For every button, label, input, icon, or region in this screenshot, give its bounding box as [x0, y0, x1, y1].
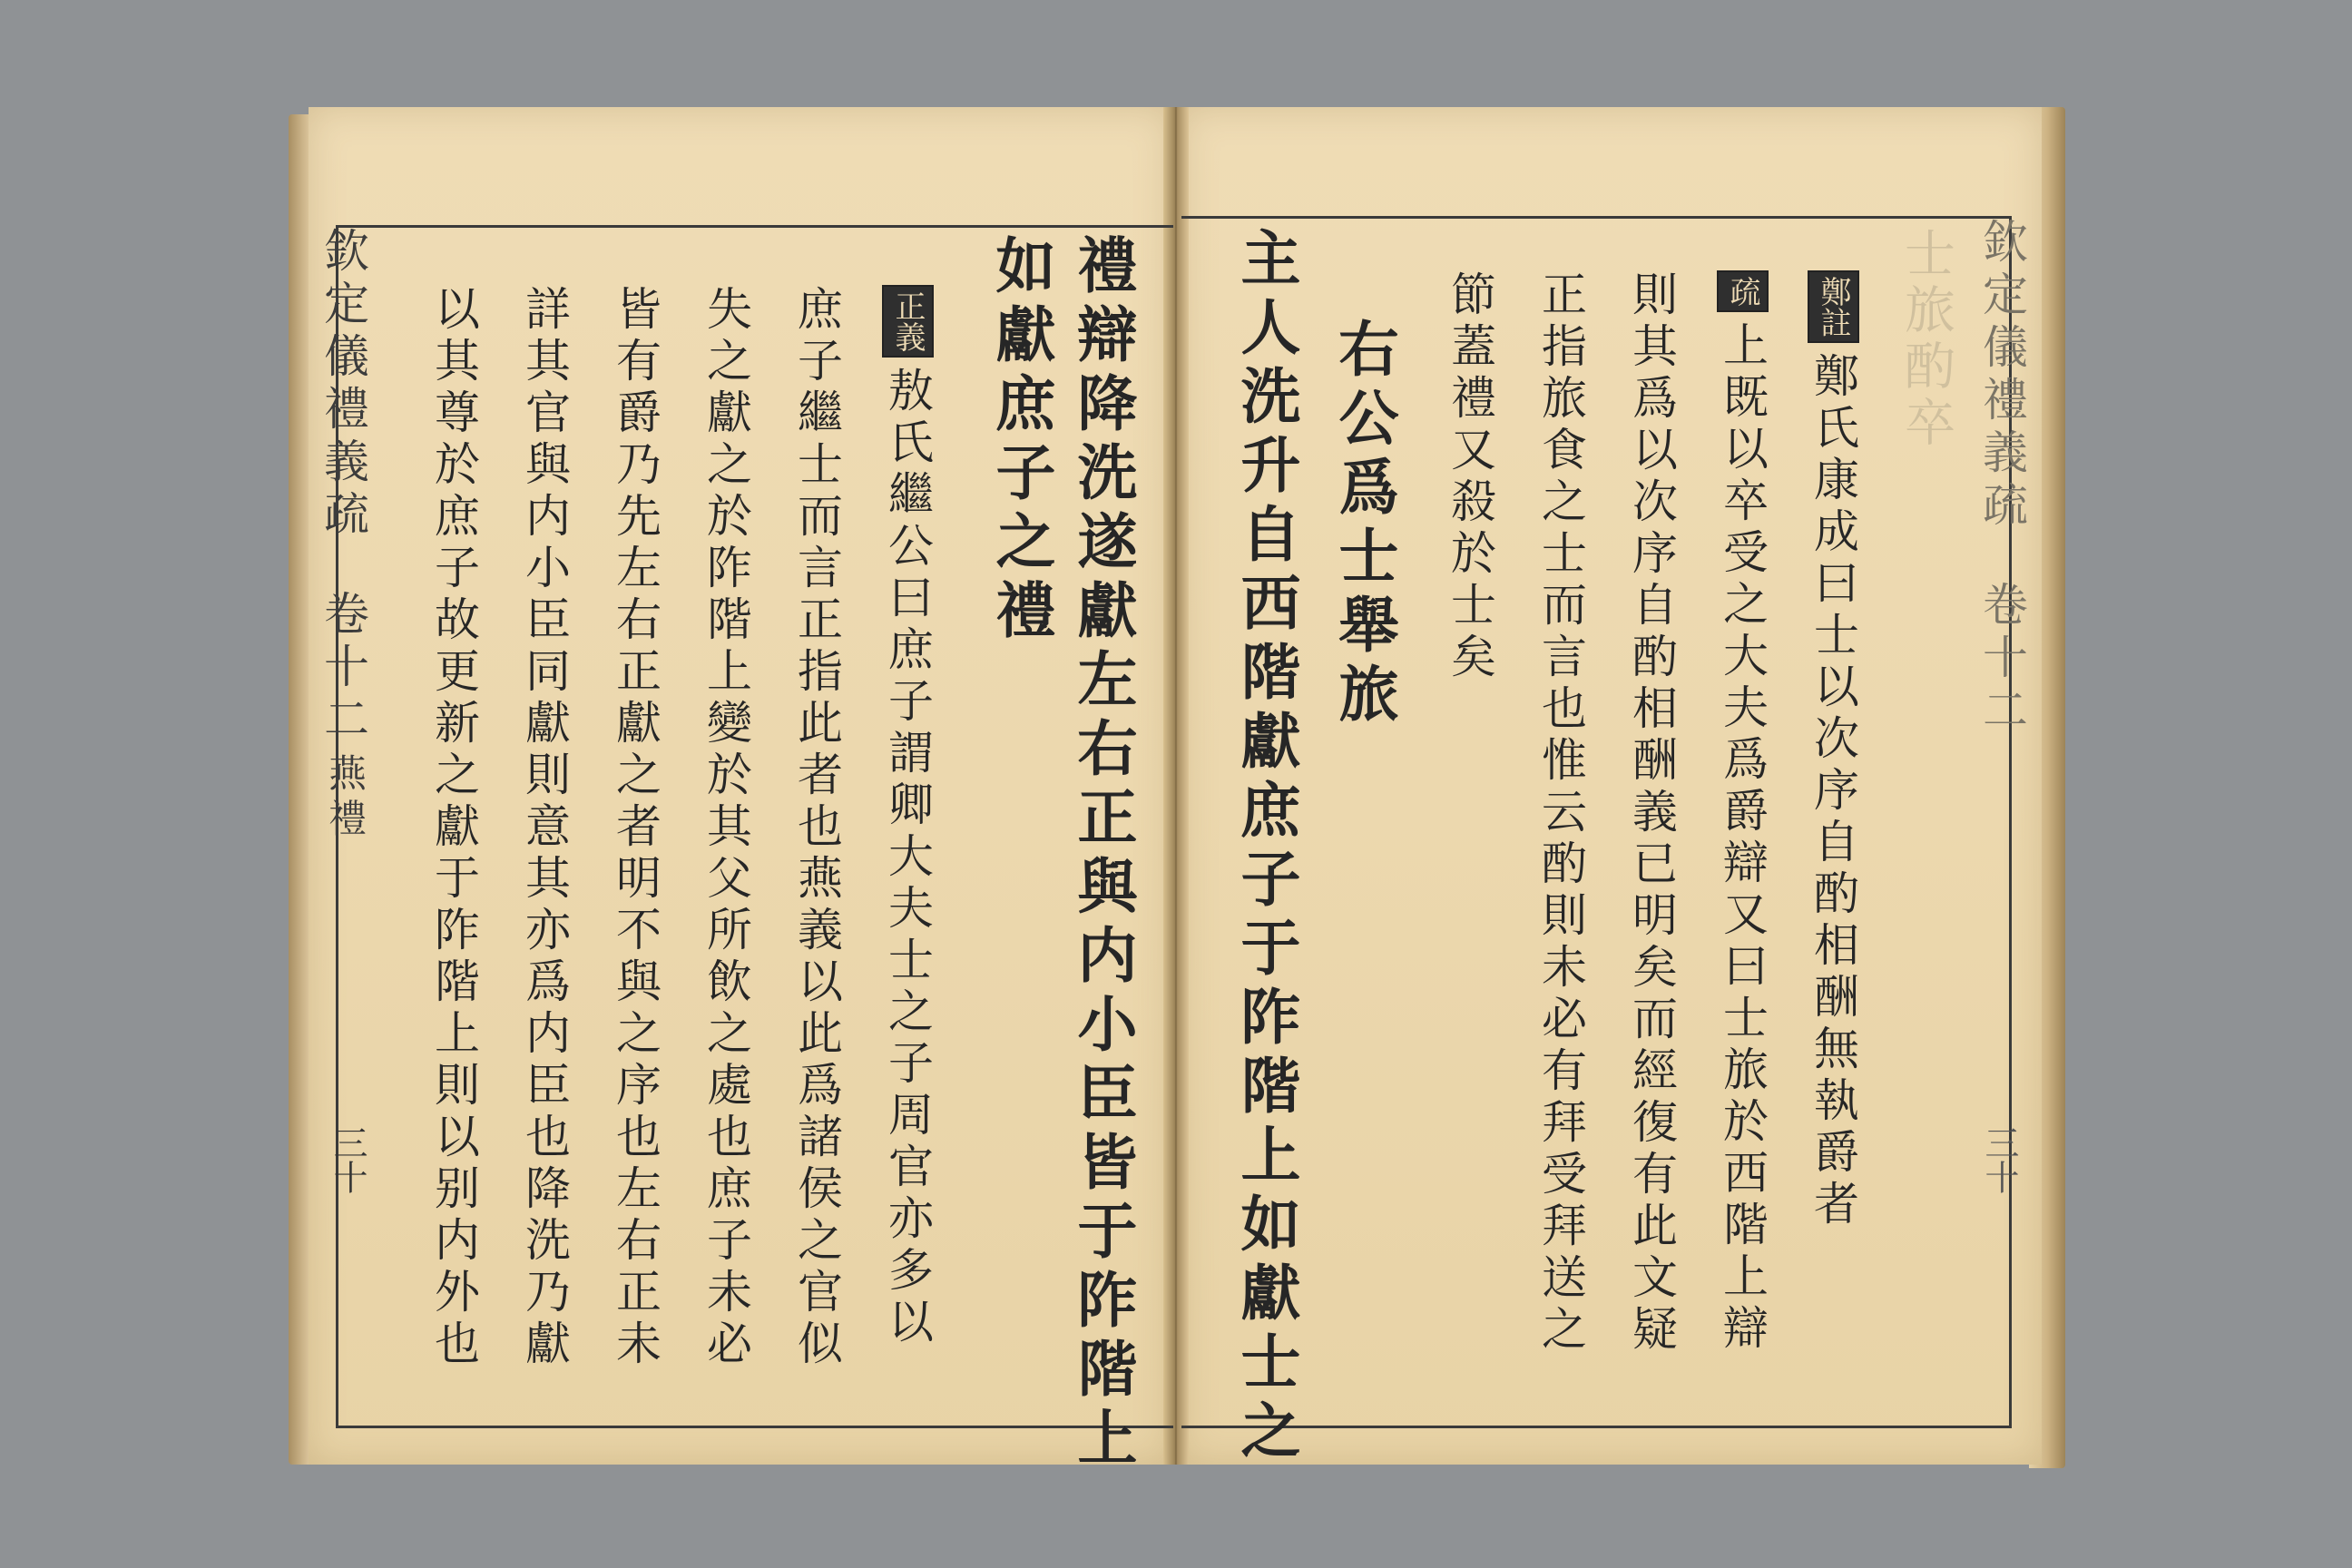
zheng-zhu-label: 鄭註	[1808, 270, 1859, 343]
left-page-number: 三十	[328, 1125, 368, 1194]
right-page-number: 三十	[1979, 1125, 2019, 1194]
left-col-3: 正義敖氏繼公曰庶子謂卿大夫士之子周官亦多以	[875, 285, 940, 1349]
right-col-5: 正指旅食之士而言也惟云酌則未必有拜受拜送之	[1534, 270, 1587, 1357]
right-col-7: 右公爲士舉旅	[1328, 318, 1399, 731]
shu-label: 疏	[1717, 270, 1769, 312]
right-col-1: 士旅酌卒	[1896, 227, 1955, 452]
left-col-6: 皆有爵乃先左右正獻之者明不與之序也左右正未	[609, 285, 662, 1371]
left-col-1: 禮辯降洗遂獻左右正與内小臣皆于阼階上	[1067, 234, 1138, 1475]
right-col-6: 節蓋禮又殺於士矣	[1444, 270, 1496, 684]
left-col-5: 失之獻之於阼階上變於其父所飲之處也庶子未必	[700, 285, 752, 1371]
right-col-2: 鄭註鄭氏康成曰士以次序自酌相酬無執爵者	[1800, 270, 1866, 1231]
left-margin-section: 燕禮	[323, 753, 368, 844]
right-margin-volume: 卷十二	[1975, 581, 2028, 739]
left-margin-volume: 卷十二	[317, 590, 369, 748]
left-margin-title: 欽定儀禮義疏	[317, 227, 369, 543]
right-col-3: 疏上既以卒受之大夫爲爵辯又曰士旅於西階上辯	[1710, 270, 1775, 1356]
right-margin-title: 欽定儀禮義疏	[1975, 218, 2028, 534]
left-col-7: 詳其官與内小臣同獻則意其亦爲内臣也降洗乃獻	[518, 285, 571, 1371]
left-col-8: 以其尊於庶子故更新之獻于阼階上則以别内外也	[427, 285, 480, 1371]
right-col-4: 則其爲以次序自酌相酬義已明矣而經復有此文疑	[1625, 270, 1678, 1357]
zhengyi-label: 正義	[882, 285, 934, 358]
right-col-8: 主人洗升自西階獻庶子于阼階上如獻士之	[1230, 227, 1301, 1468]
left-col-2: 如獻庶子之禮	[985, 234, 1056, 648]
left-col-4: 庶子繼士而言正指此者也燕義以此爲諸侯之官似	[790, 285, 843, 1371]
